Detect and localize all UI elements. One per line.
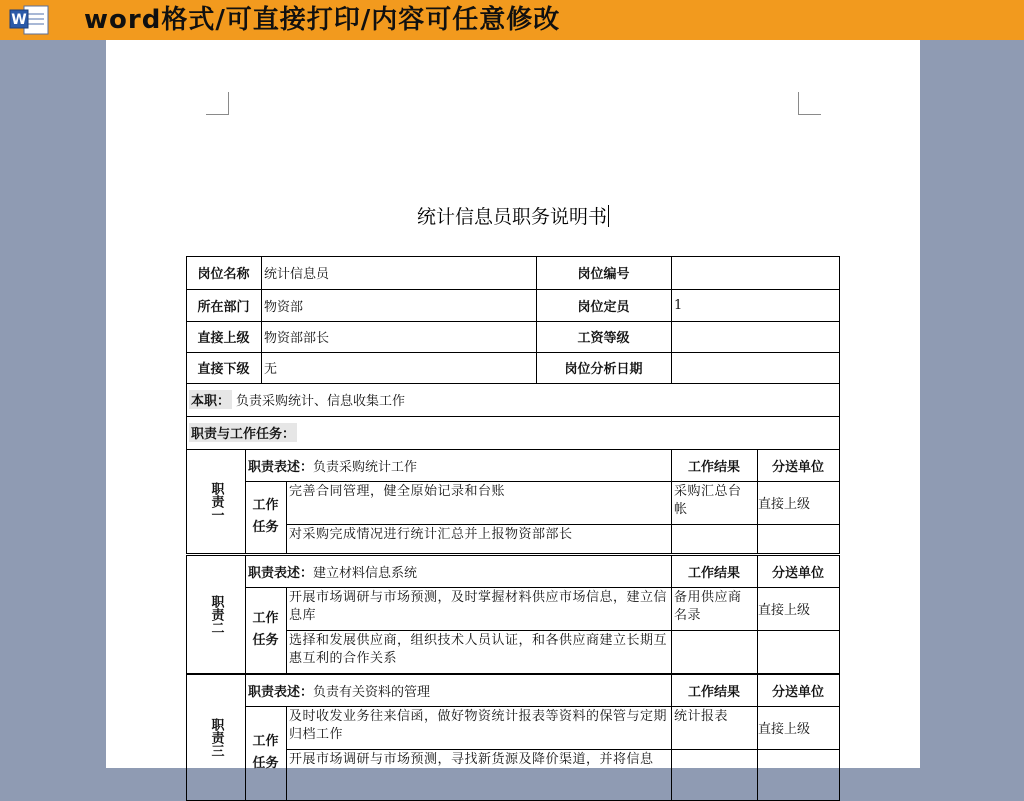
banner-title: word格式/可直接打印/内容可任意修改 xyxy=(84,5,561,35)
table-border xyxy=(757,555,758,674)
duty-1-description-value: 负责采购统计工作 xyxy=(313,459,418,475)
table-border xyxy=(186,449,840,450)
duty-2-task-2-result[interactable] xyxy=(671,630,757,673)
duty-3-result-header[interactable]: 工作结果 xyxy=(687,684,740,700)
duty-2-task-1[interactable]: 开展市场调研与市场预测，及时掌握材料供应市场信息，建立信息库 xyxy=(289,590,668,623)
field-value-subordinate[interactable]: 无 xyxy=(264,362,278,377)
table-border xyxy=(186,555,187,674)
table-border xyxy=(839,449,840,554)
duty-3-task-2[interactable]: 开展市场调研与市场预测，寻找新货源及降价渠道，并将信息 xyxy=(289,752,654,767)
table-border xyxy=(286,706,287,801)
table-border xyxy=(245,555,246,674)
table-border xyxy=(245,481,840,482)
duty-1-result-header[interactable]: 工作结果 xyxy=(687,459,740,475)
table-border xyxy=(186,383,187,417)
field-value-salary-grade[interactable] xyxy=(671,321,839,352)
duty-1-task-1[interactable]: 完善合同管理，健全原始记录和台账 xyxy=(289,484,506,499)
core-duty-value: 负责采购统计、信息收集工作 xyxy=(236,394,406,409)
table-border xyxy=(671,256,672,384)
field-value-supervisor[interactable]: 物资部部长 xyxy=(264,331,330,346)
banner xyxy=(0,0,1024,40)
duty-3-label[interactable]: 职责三 xyxy=(208,717,224,757)
field-label-headcount[interactable]: 岗位定员 xyxy=(577,299,630,315)
duty-2-description[interactable] xyxy=(245,555,671,587)
table-border xyxy=(839,383,840,417)
duty-3-description-value: 负责有关资料的管理 xyxy=(313,684,431,700)
duty-1-description[interactable] xyxy=(245,449,671,481)
table-border xyxy=(186,416,187,450)
field-value-department[interactable]: 物资部 xyxy=(264,299,304,315)
text-cursor xyxy=(608,205,609,227)
duty-2-result-header[interactable]: 工作结果 xyxy=(687,565,740,581)
duty-3-task-1-result[interactable]: 统计报表 xyxy=(674,709,729,724)
duty-3-task-label[interactable]: 工作任务 xyxy=(252,734,279,771)
field-value-headcount[interactable]: 1 xyxy=(674,297,683,313)
duties-header-row[interactable] xyxy=(186,416,839,449)
table-border xyxy=(186,352,840,353)
core-duty-row[interactable] xyxy=(186,383,839,416)
word-document-icon xyxy=(8,4,62,36)
table-border xyxy=(186,449,187,554)
duty-1-description-label: 职责表述： xyxy=(248,459,314,475)
duty-3-task-1-recipient[interactable]: 直接上级 xyxy=(758,722,811,737)
field-label-subordinate[interactable]: 直接下级 xyxy=(197,362,250,377)
core-duty-label: 本职： xyxy=(189,390,232,409)
table-border xyxy=(186,674,840,675)
table-border xyxy=(839,674,840,801)
duty-3-description-label: 职责表述： xyxy=(248,684,314,700)
duty-3-task-1[interactable]: 及时收发业务往来信函，做好物资统计报表等资料的保管与定期归档工作 xyxy=(289,709,668,742)
table-border xyxy=(261,256,262,384)
table-border xyxy=(671,555,672,674)
page-margin-corner-left xyxy=(206,92,229,115)
table-border xyxy=(286,587,287,674)
duty-2-task-2-recipient[interactable] xyxy=(757,630,839,673)
duty-2-description-label: 职责表述： xyxy=(248,565,314,581)
field-value-analysis-date[interactable] xyxy=(671,352,839,383)
duty-1-task-2-recipient[interactable] xyxy=(757,524,839,553)
table-border xyxy=(186,321,840,322)
duty-2-task-1-recipient[interactable]: 直接上级 xyxy=(758,603,811,618)
table-border xyxy=(839,256,840,384)
table-border xyxy=(839,416,840,450)
field-value-position-name[interactable]: 统计信息员 xyxy=(264,267,330,282)
duty-2-task-1-result[interactable]: 备用供应商名录 xyxy=(674,590,742,623)
field-label-position-name[interactable]: 岗位名称 xyxy=(197,267,250,282)
duty-3-description[interactable] xyxy=(245,674,671,706)
table-border xyxy=(839,555,840,674)
duty-3-task-2-result[interactable] xyxy=(671,749,757,800)
table-border xyxy=(186,289,840,290)
table-border xyxy=(186,553,840,554)
field-label-supervisor[interactable]: 直接上级 xyxy=(197,331,250,346)
table-border xyxy=(245,587,840,588)
page-margin-corner-right xyxy=(798,92,821,115)
duty-2-task-2[interactable]: 选择和发展供应商，组织技术人员认证，和各供应商建立长期互惠互利的合作关系 xyxy=(289,633,668,666)
duty-2-label[interactable]: 职责二 xyxy=(208,594,224,634)
duty-1-task-label[interactable]: 工作任务 xyxy=(252,498,279,535)
table-border xyxy=(245,674,246,801)
duty-1-task-2-result[interactable] xyxy=(671,524,757,553)
field-label-position-code[interactable]: 岗位编号 xyxy=(577,267,630,282)
duty-2-task-label[interactable]: 工作任务 xyxy=(252,611,279,648)
duty-1-task-1-result[interactable]: 采购汇总台帐 xyxy=(674,484,742,517)
table-border xyxy=(186,256,840,257)
duty-2-recipient-header[interactable]: 分送单位 xyxy=(771,565,824,581)
duty-1-task-1-recipient[interactable]: 直接上级 xyxy=(758,497,811,512)
document-title[interactable]: 统计信息员职务说明书 xyxy=(416,206,607,228)
field-value-position-code[interactable] xyxy=(671,256,839,289)
field-label-department[interactable]: 所在部门 xyxy=(197,299,250,315)
table-border xyxy=(286,481,287,554)
svg-text:W: W xyxy=(11,12,27,28)
duty-3-task-2-recipient[interactable] xyxy=(757,749,839,800)
duty-1-recipient-header[interactable]: 分送单位 xyxy=(771,459,824,475)
table-border xyxy=(186,555,840,556)
field-label-salary-grade[interactable]: 工资等级 xyxy=(577,331,630,346)
table-border xyxy=(757,674,758,801)
table-border xyxy=(671,449,672,554)
field-label-analysis-date[interactable]: 岗位分析日期 xyxy=(564,362,643,377)
duty-2-description-value: 建立材料信息系统 xyxy=(313,565,418,581)
table-border xyxy=(186,674,187,801)
document-page xyxy=(106,40,920,771)
duties-header-label: 职责与工作任务： xyxy=(189,423,297,442)
duty-3-recipient-header[interactable]: 分送单位 xyxy=(771,684,824,700)
table-border xyxy=(245,706,840,707)
table-border xyxy=(671,674,672,801)
duty-1-task-2[interactable]: 对采购完成情况进行统计汇总并上报物资部部长 xyxy=(289,527,573,542)
table-border xyxy=(757,449,758,554)
duty-1-label[interactable]: 职责一 xyxy=(208,481,224,521)
table-border xyxy=(186,256,187,384)
table-border xyxy=(245,449,246,554)
table-border xyxy=(536,256,537,384)
